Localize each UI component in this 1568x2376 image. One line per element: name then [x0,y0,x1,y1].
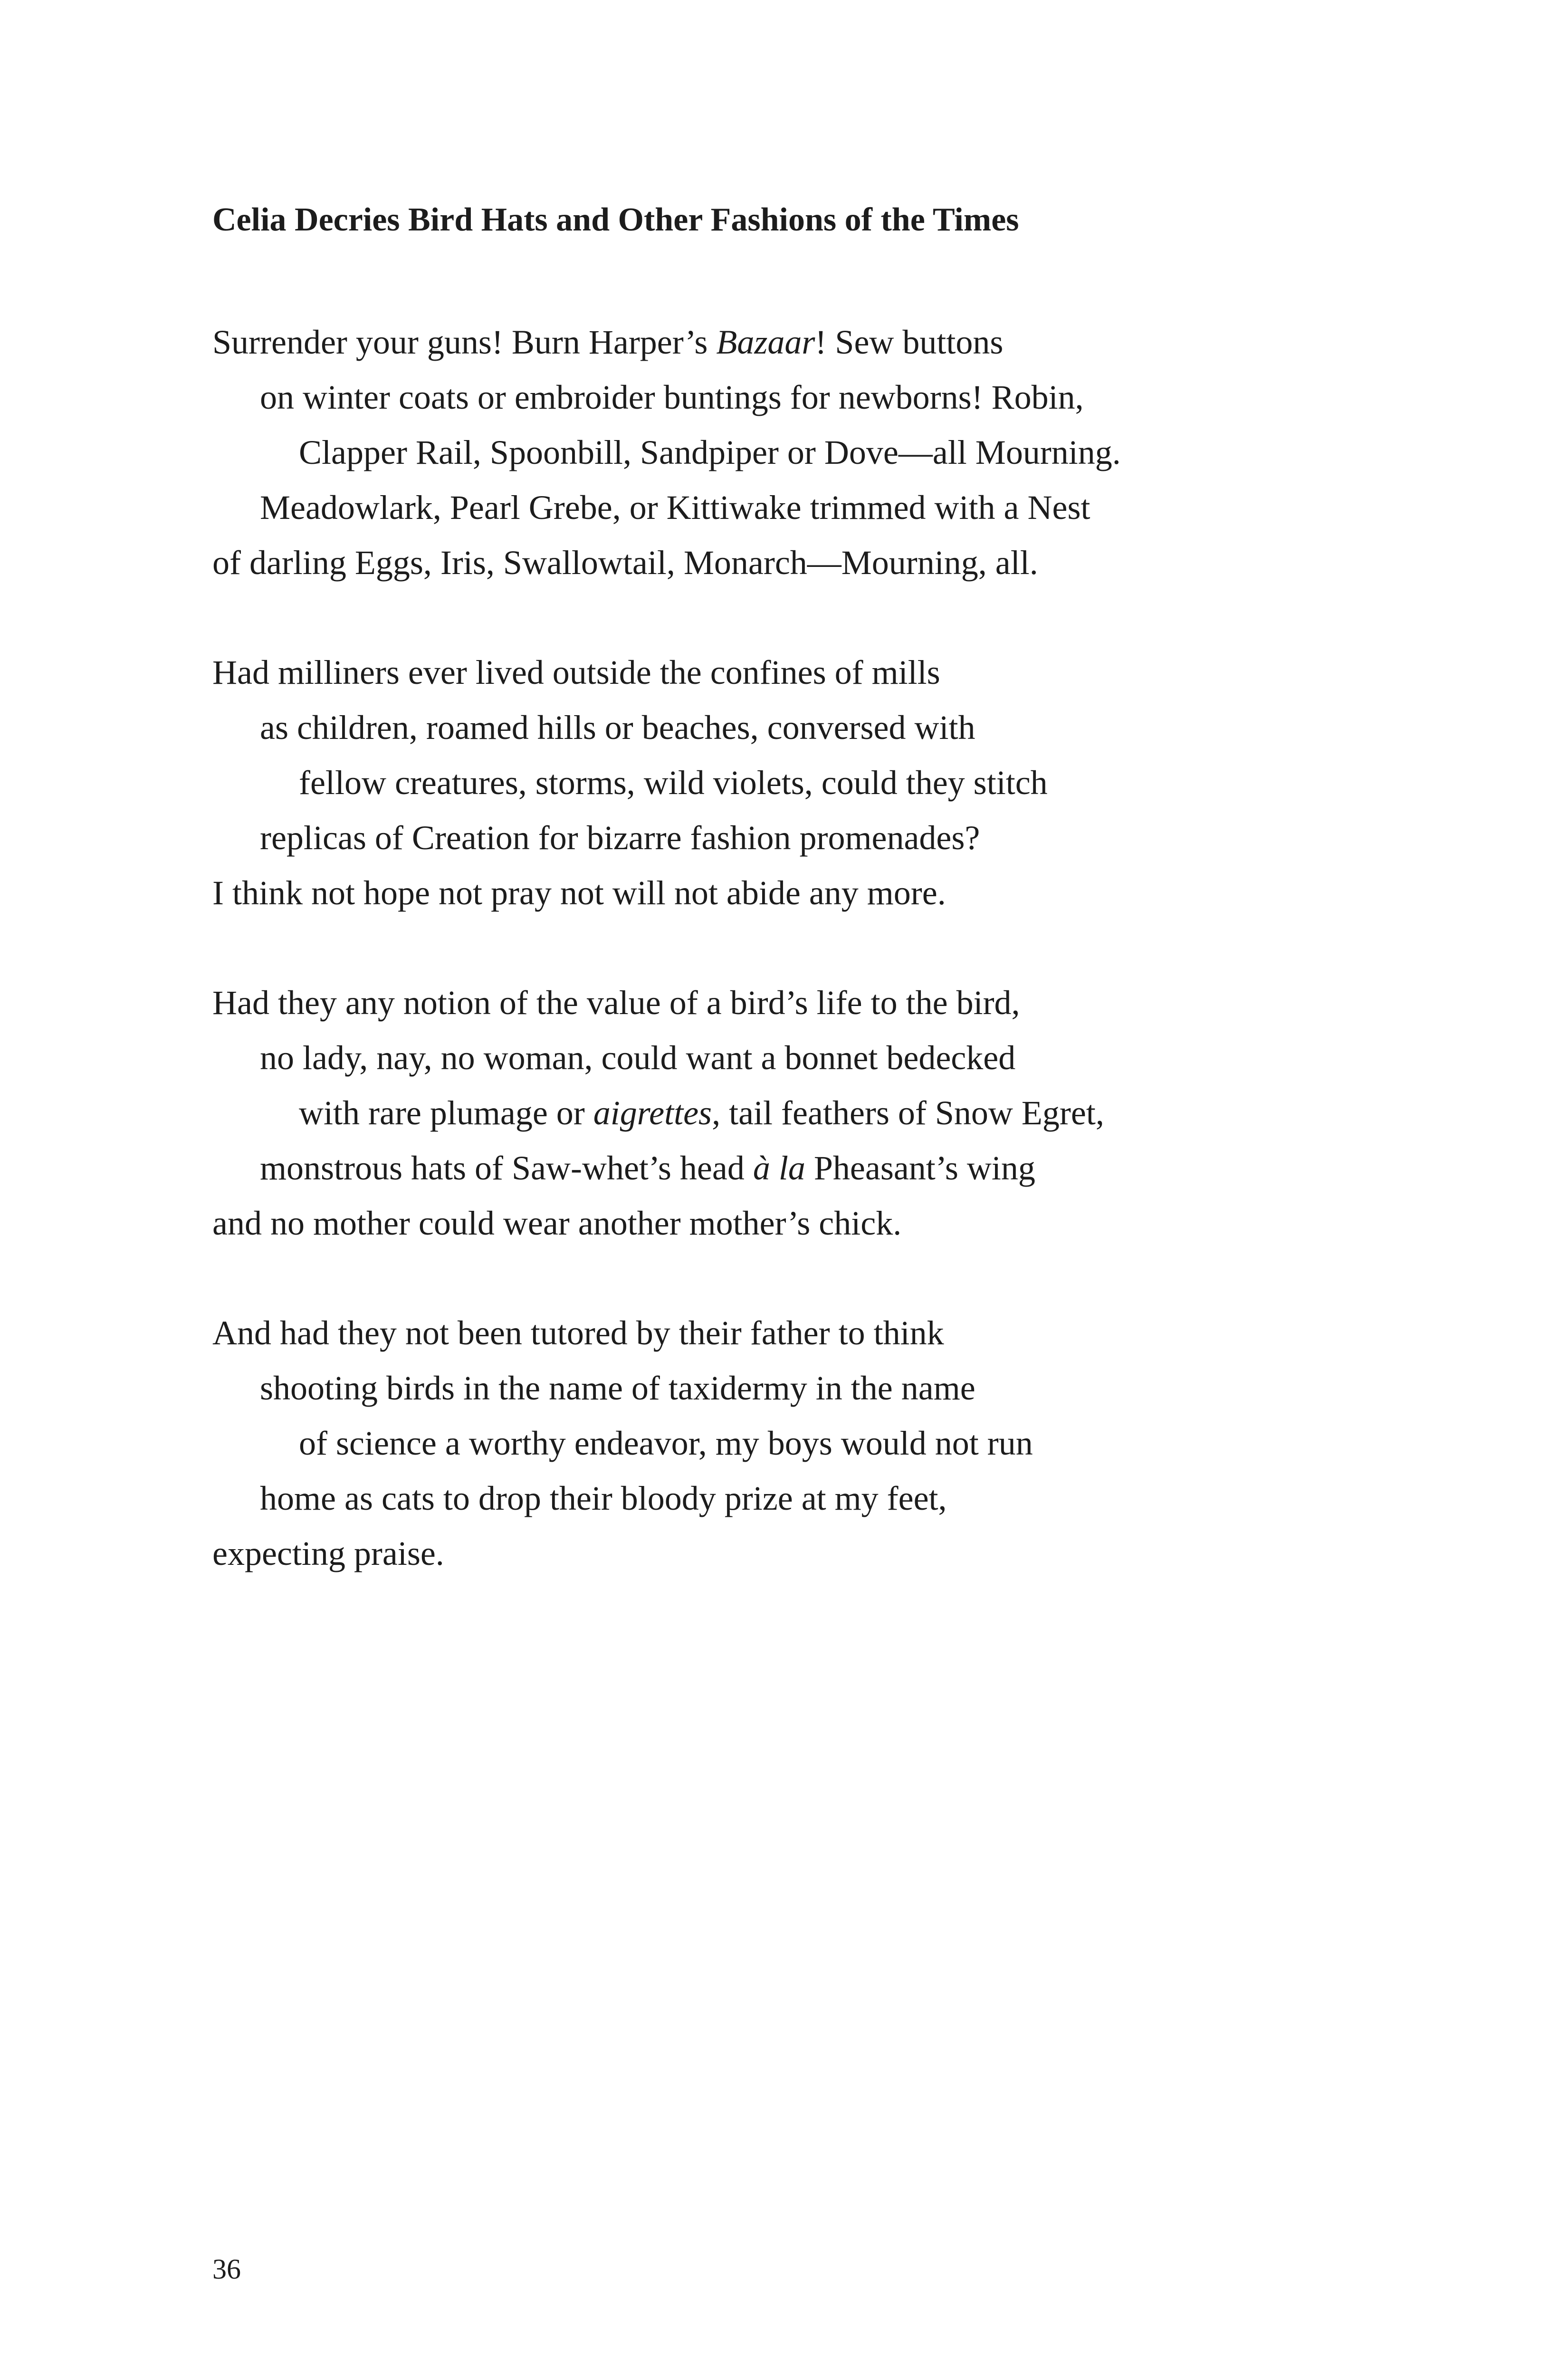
poem-line: monstrous hats of Saw-whet’s head à la Pheasant’s wing [260,1149,1035,1187]
poem-line: Had they any notion of the value of a bird’s life to the bird, [212,984,1020,1022]
poem-line: on winter coats or embroider buntings for newborns! Robin, [260,378,1084,416]
poem-line: Clapper Rail, Spoonbill, Sandpiper or Dove—all Mourning. [299,433,1121,471]
poem-line: of darling Eggs, Iris, Swallowtail, Monarch—Mourning, all. [212,544,1038,582]
poem-line: Meadowlark, Pearl Grebe, or Kittiwake trimmed with a Nest [260,489,1090,527]
poem-line: shooting birds in the name of taxidermy in the name [260,1369,975,1407]
poem-title: Celia Decries Bird Hats and Other Fashions of the Times [212,201,1019,238]
page-number: 36 [212,2253,241,2285]
poem-line: and no mother could wear another mother’s chick. [212,1204,902,1242]
poem-line: fellow creatures, storms, wild violets, could they stitch [299,764,1048,802]
italic-phrase: à la [753,1149,805,1187]
poem-line: I think not hope not pray not will not abide any more. [212,874,946,912]
poem-line: of science a worthy endeavor, my boys would not run [299,1424,1033,1462]
stanza-2 [212,645,1400,920]
poem-line: And had they not been tutored by their father to think [212,1314,944,1352]
poem-line: as children, roamed hills or beaches, conversed with [260,709,975,747]
poem-line: Had milliners ever lived outside the confines of mills [212,653,940,691]
italic-word: aigrettes [593,1094,712,1132]
stanza-1 [212,315,1400,590]
poem-line: Surrender your guns! Burn Harper’s Bazaar! Sew buttons [212,323,1004,361]
poem-line: home as cats to drop their bloody prize at my feet, [260,1479,947,1517]
poem-line: with rare plumage or aigrettes, tail feathers of Snow Egret, [299,1094,1104,1132]
poem-line: expecting praise. [212,1534,444,1572]
italic-title: Bazaar [716,323,815,361]
poem-body [212,315,1400,1636]
stanza-3 [212,975,1400,1251]
poem-line: replicas of Creation for bizarre fashion promenades? [260,819,980,857]
poem-line: no lady, nay, no woman, could want a bonnet bedecked [260,1039,1016,1077]
stanza-4 [212,1305,1400,1581]
